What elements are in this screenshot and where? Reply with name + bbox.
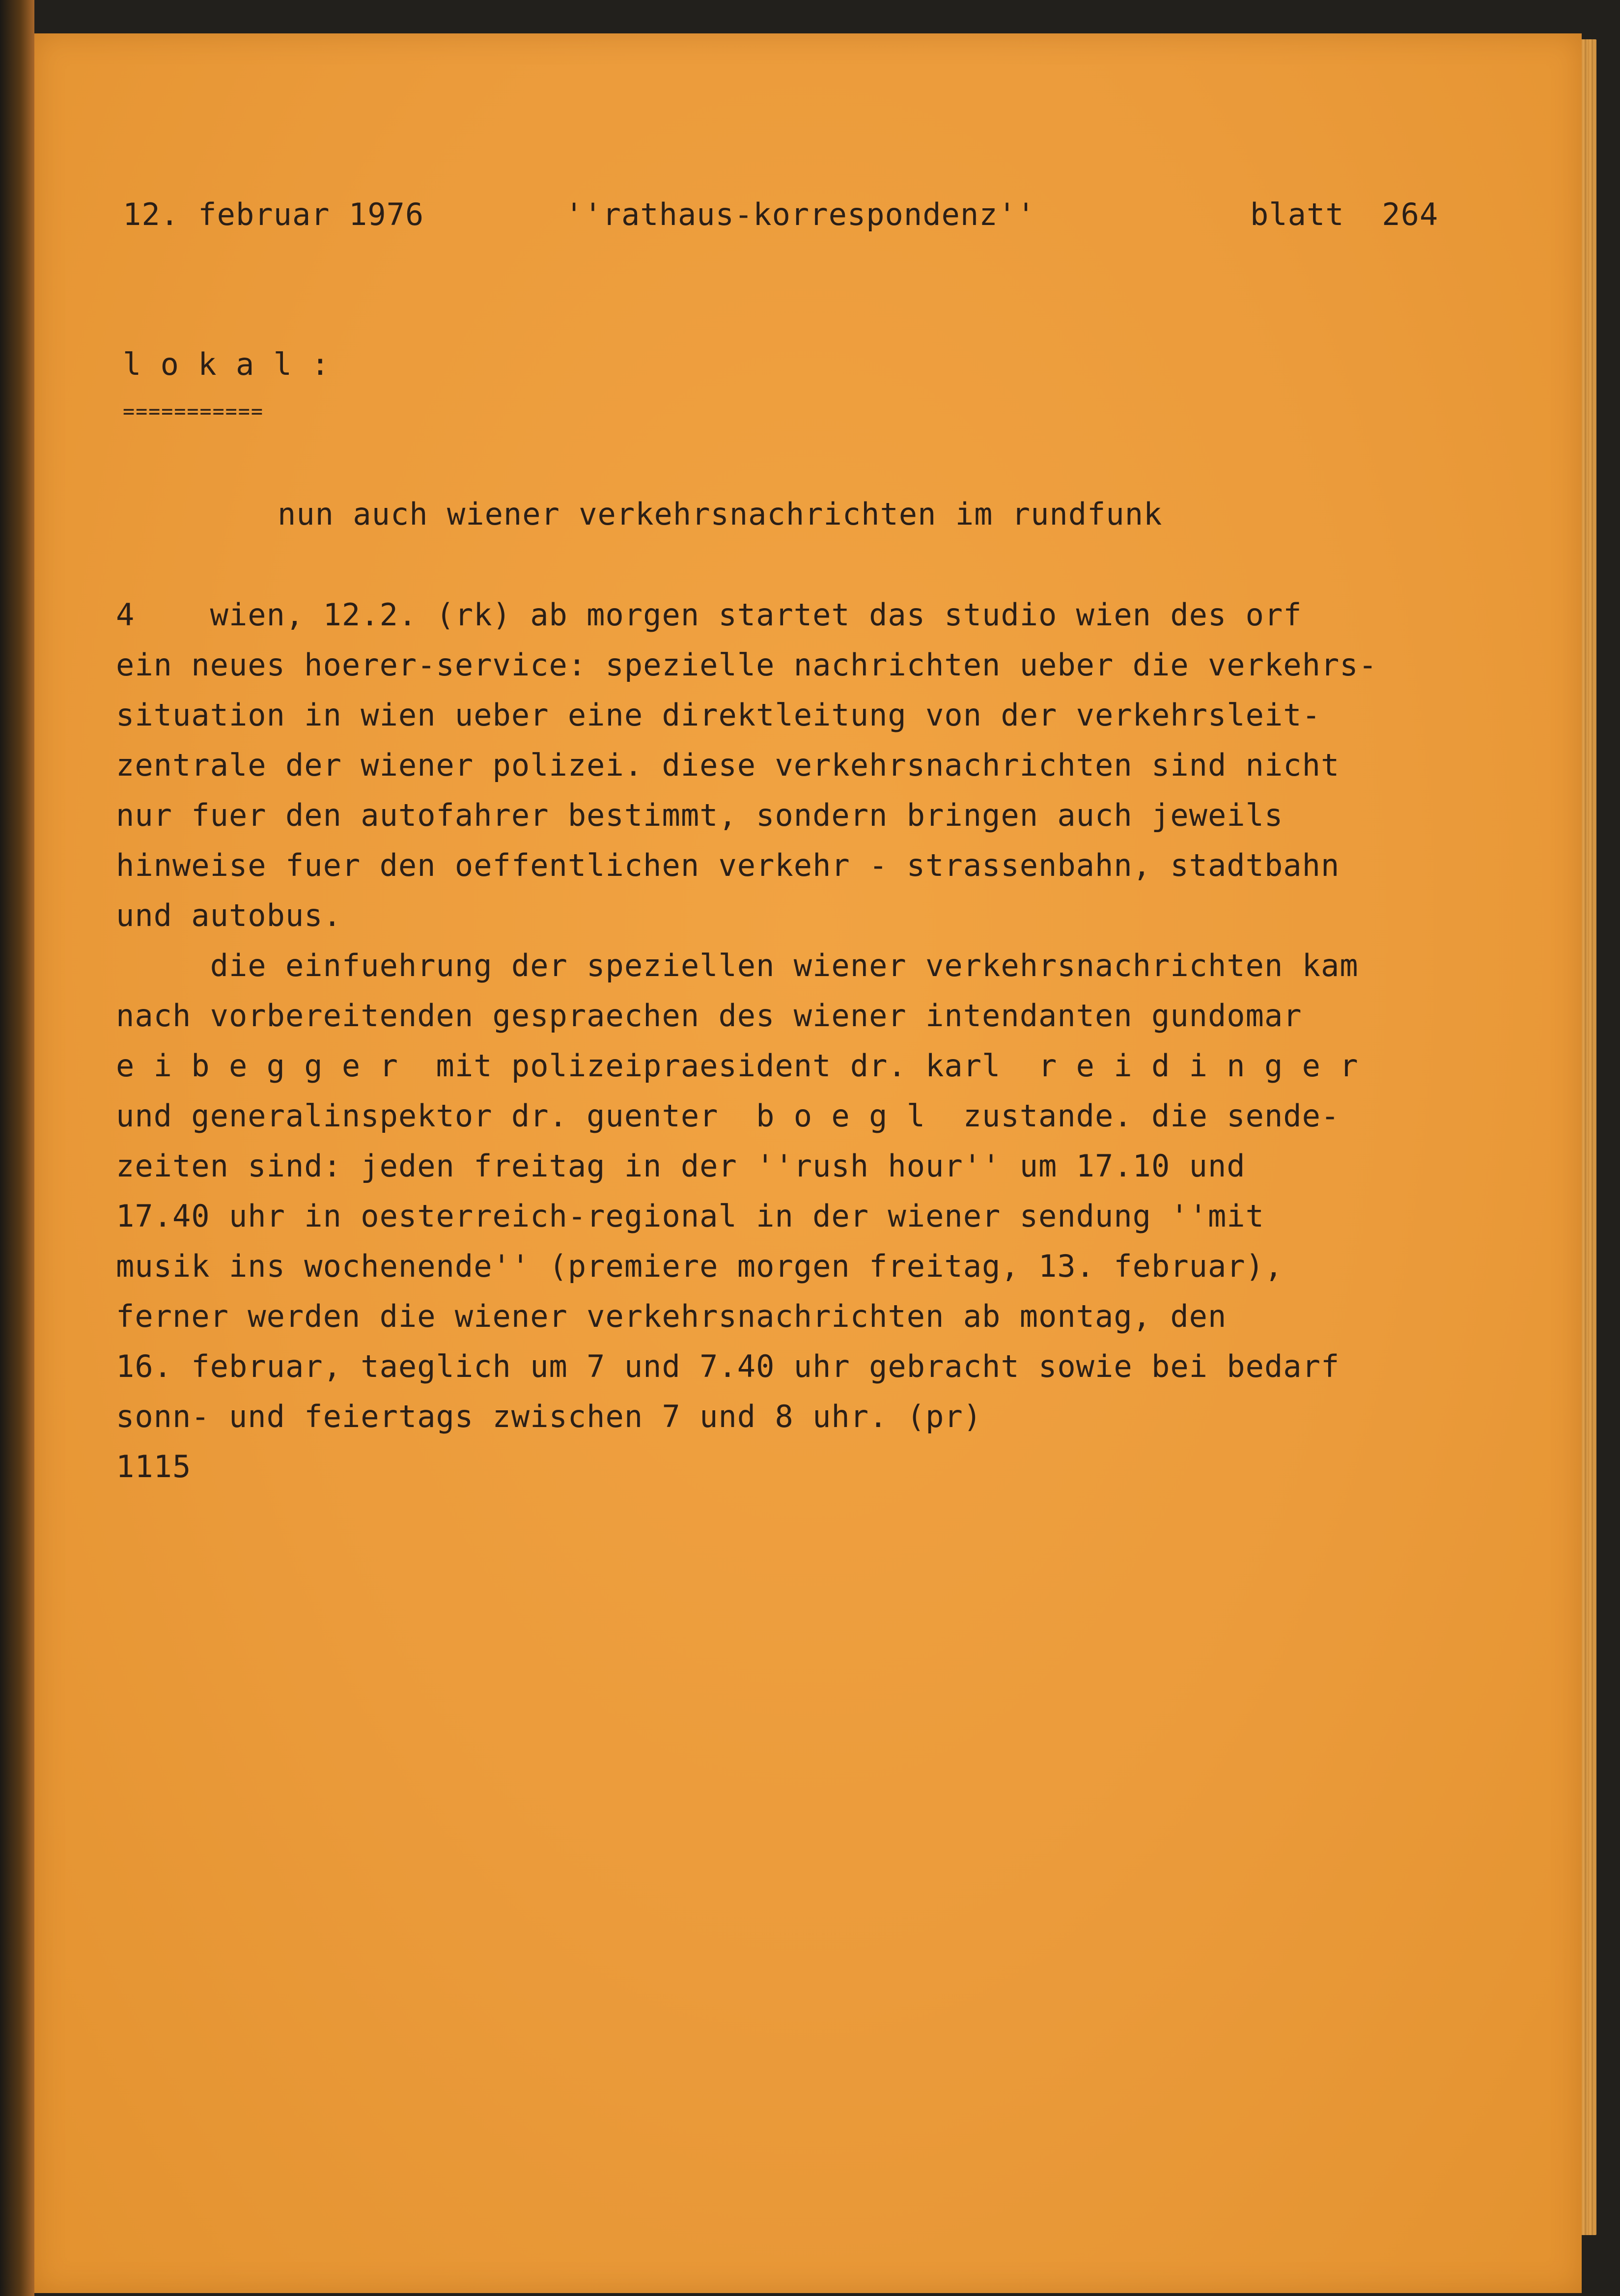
- section-label: l o k a l :: [123, 346, 330, 382]
- article-line: musik ins wochenende'' (premiere morgen freitag, 13. februar),: [116, 1248, 1284, 1284]
- header-publication: ''rathaus-korrespondenz'': [565, 196, 1036, 232]
- header-date: 12. februar 1976: [123, 196, 424, 232]
- article-line: zentrale der wiener polizei. diese verkehrsnachrichten sind nicht: [116, 747, 1340, 783]
- article-line: nur fuer den autofahrer bestimmt, sondern bringen auch jeweils: [116, 797, 1284, 833]
- article-line: und autobus.: [116, 897, 342, 933]
- article-line: zeiten sind: jeden freitag in der ''rush hour'' um 17.10 und: [116, 1148, 1246, 1184]
- article-headline: nun auch wiener verkehrsnachrichten im rundfunk: [278, 496, 1163, 532]
- section-underline: ===========: [123, 400, 264, 423]
- article-line: 17.40 uhr in oesterreich-regional in der wiener sendung ''mit: [116, 1198, 1264, 1234]
- header-sheet-number: blatt 264: [1250, 196, 1439, 232]
- article-line: 1115: [116, 1449, 192, 1484]
- article-line: die einfuehrung der speziellen wiener verkehrsnachrichten kam: [116, 948, 1359, 983]
- article-line: situation in wien ueber eine direktleitung von der verkehrsleit-: [116, 697, 1321, 733]
- article-line: ferner werden die wiener verkehrsnachrichten ab montag, den: [116, 1298, 1227, 1334]
- article-line: hinweise fuer den oeffentlichen verkehr - strassenbahn, stadtbahn: [116, 847, 1340, 883]
- article-line: e i b e g g e r mit polizeipraesident dr. karl r e i d i n g e r: [116, 1048, 1359, 1084]
- article-line: und generalinspektor dr. guenter b o e g l zustande. die sende-: [116, 1098, 1340, 1134]
- article-line: 16. februar, taeglich um 7 und 7.40 uhr gebracht sowie bei bedarf: [116, 1348, 1340, 1384]
- article-line: ein neues hoerer-service: spezielle nachrichten ueber die verkehrs-: [116, 647, 1377, 683]
- article-line: nach vorbereitenden gespraechen des wiener intendanten gundomar: [116, 998, 1302, 1034]
- article-line: sonn- und feiertags zwischen 7 und 8 uhr. (pr): [116, 1399, 982, 1434]
- article-line: 4 wien, 12.2. (rk) ab morgen startet das studio wien des orf: [116, 597, 1302, 633]
- binding-gutter: [0, 0, 34, 2296]
